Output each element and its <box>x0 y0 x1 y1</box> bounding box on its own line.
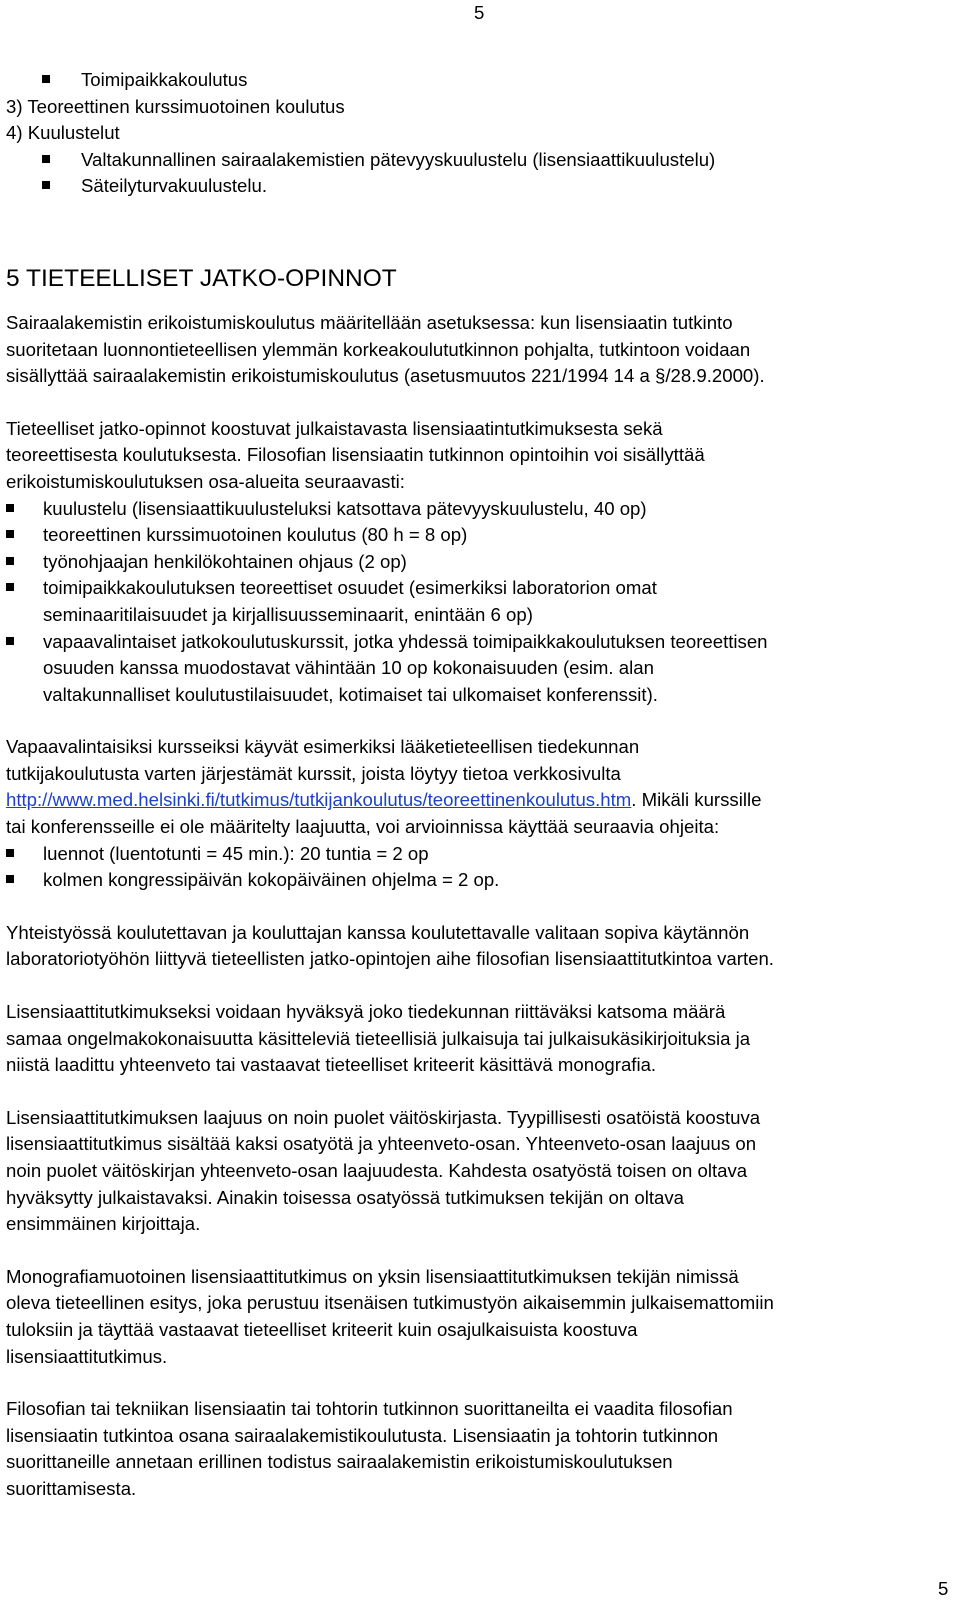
list-item: Valtakunnallinen sairaalakemistien pätevyyskuulustelu (lisensiaattikuulustelu) <box>6 147 952 174</box>
square-bullet-icon <box>6 557 14 565</box>
square-bullet-icon <box>42 75 50 83</box>
page-number-top: 5 <box>474 2 485 23</box>
list-item: 3) Teoreettinen kurssimuotoinen koulutus <box>6 95 345 117</box>
paragraph: Vapaavalintaisiksi kursseiksi käyvät esimerkiksi lääketieteellisen tiedekunnan tutkijakoulutusta varten järjestämät kurssit, joista löytyy tietoa verkkosivulta http://www.med.helsinki.fi/tutkimus/tutkijankoulutus/teoreettinenkoulutus.htm. Mikäli kurssille tai konferensseille ei ole määritelty laajuutta, voi arvioinnissa käyttää seuraavia ohjeita: luennot (luentotunti = 45 min.): 20 tuntia = 2 op kolmen kongressipäivän kokopäiväinen ohjelma = 2 op. <box>6 734 952 894</box>
list-item: 4) Kuulustelut <box>6 122 120 144</box>
section-heading: 5 TIETEELLISET JATKO-OPINNOT <box>6 264 397 292</box>
list-item: vapaavalintaiset jatkokoulutuskurssit, jotka yhdessä toimipaikkakoulutuksen teoreettisen <box>6 629 952 656</box>
list-item: Säteilyturvakuulustelu. <box>6 173 952 200</box>
square-bullet-icon <box>42 181 50 189</box>
page-number-bottom: 5 <box>938 1578 949 1599</box>
square-bullet-icon <box>6 849 14 857</box>
square-bullet-icon <box>6 530 14 538</box>
list-item: kuulustelu (lisensiaattikuulusteluksi katsottava pätevyyskuulustelu, 40 op) <box>6 496 952 523</box>
paragraph: Sairaalakemistin erikoistumiskoulutus määritellään asetuksessa: kun lisensiaatin tutkinto suoritetaan luonnontieteellisen ylemmän korkeakoulututkinnon pohjalta, tutkintoon voidaan sisällyttää sairaalakemistin erikoistumiskoulutus (asetusmuutos 221/1994 14 a §/28.9.2000). <box>6 311 765 387</box>
square-bullet-icon <box>6 875 14 883</box>
square-bullet-icon <box>6 583 14 591</box>
list-item: luennot (luentotunti = 45 min.): 20 tuntia = 2 op <box>6 841 952 868</box>
paragraph: Lisensiaattitutkimuksen laajuus on noin puolet väitöskirjasta. Tyypillisesti osatöistä koostuva lisensiaattitutkimus sisältää kaksi osatyötä ja yhteenveto-osan. Yhteenveto-osan laajuus on noin puolet väitöskirjan yhteenveto-osan laajuudesta. Kahdesta osatyöstä toisen on oltava hyväksytty julkaistavaksi. Ainakin toisessa osatyössä tutkimuksen tekijän on oltava ensimmäinen kirjoittaja. <box>6 1106 761 1235</box>
paragraph: Lisensiaattitutkimukseksi voidaan hyväksyä joko tiedekunnan riittäväksi katsoma määrä samaa ongelmakokonaisuutta käsitteleviä tieteellisiä julkaisuja tai julkaisukäsikirjoituksia ja niistä laadittu yhteenveto tai vastaavat tieteelliset kriteerit käsittävä monografia. <box>6 1001 751 1076</box>
list-item: kolmen kongressipäivän kokopäiväinen ohjelma = 2 op. <box>6 867 952 894</box>
paragraph: Yhteistyössä koulutettavan ja kouluttajan kanssa koulutettavalle valitaan sopiva käytännön laboratoriotyöhön liittyvä tieteellisten jatko-opintojen aihe filosofian lisensiaattitutkintoa varten. <box>6 921 774 970</box>
paragraph: Monografiamuotoinen lisensiaattitutkimus on yksin lisensiaattitutkimuksen tekijän nimissä oleva tieteellinen esitys, joka perustuu itsenäisen tutkimustyön aikaisemmin julkaisemattomiin tuloksiin ja täyttää vastaavat tieteelliset kriteerit kuin osajulkaisuista koostuva lisensiaattitutkimus. <box>6 1265 774 1367</box>
square-bullet-icon <box>6 637 14 645</box>
square-bullet-icon <box>6 504 14 512</box>
paragraph: Filosofian tai tekniikan lisensiaatin tai tohtorin tutkinnon suorittaneilta ei vaadita filosofian lisensiaatin tutkintoa osana sairaalakemistikoulutusta. Lisensiaatin ja tohtorin tutkinnon suorittaneille annetaan erillinen todistus sairaalakemistin erikoistumiskoulutuksen suorittamisesta. <box>6 1398 733 1499</box>
document-body <box>6 67 952 1503</box>
square-bullet-icon <box>42 155 50 163</box>
list-item: työnohjaajan henkilökohtainen ohjaus (2 op) <box>6 549 952 576</box>
list-item: toimipaikkakoulutuksen teoreettiset osuudet (esimerkiksi laboratorion omat <box>6 575 952 602</box>
list-item: Toimipaikkakoulutus <box>6 67 952 94</box>
courses-link[interactable]: http://www.med.helsinki.fi/tutkimus/tutkijankoulutus/teoreettinenkoulutus.htm <box>6 789 632 811</box>
list-item: teoreettinen kurssimuotoinen koulutus (80 h = 8 op) <box>6 522 952 549</box>
paragraph: Tieteelliset jatko-opinnot koostuvat julkaistavasta lisensiaatintutkimuksesta sekä teoreettisesta koulutuksesta. Filosofian lisensiaatin tutkinnon opintoihin voi sisällyttää erikoistumiskoulutuksen osa-alueita seuraavasti: kuulustelu (lisensiaattikuulusteluksi katsottava pätevyyskuulustelu, 40 op) teoreettinen kurssimuotoinen koulutus (80 h = 8 op) työnohjaajan henkilökohtainen ohjaus (2 op) toimipaikkakoulutuksen teoreettiset osuudet (esimerkiksi laboratorion omat seminaaritilaisuudet ja kirjallisuusseminaarit, enintään 6 op) vapaavalintaiset jatkokoulutuskurssit, jotka yhdessä toimipaikkakoulutuksen teoreettisen osuuden kanssa muodostavat vähintään 10 op kokonaisuuden (esim. alan valtakunnalliset koulutustilaisuudet, kotimaiset tai ulkomaiset konferenssit). <box>6 416 952 709</box>
